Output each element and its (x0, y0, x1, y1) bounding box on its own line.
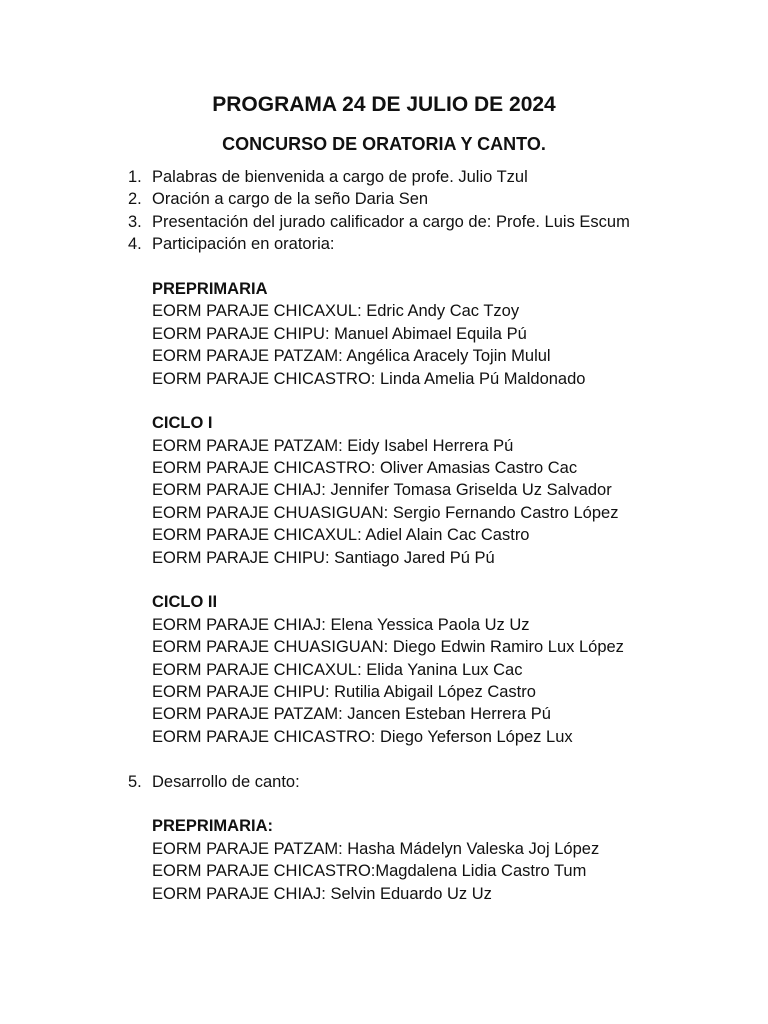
spacer (0, 748, 768, 770)
list-item (0, 166, 768, 188)
item-number: 3. (128, 212, 142, 231)
participant-entry: EORM PARAJE CHICAXUL: Elida Yanina Lux Cac (152, 660, 523, 679)
participant-entry: EORM PARAJE CHIAJ: Elena Yessica Paola Uz Uz (152, 615, 530, 634)
spacer (0, 390, 768, 412)
participant-entry: EORM PARAJE CHUASIGUAN: Sergio Fernando Castro López (152, 503, 619, 522)
item-number: 2. (128, 190, 142, 209)
participant-entry: EORM PARAJE CHICASTRO:Magdalena Lidia Castro Tum (152, 862, 587, 881)
participant-entry: EORM PARAJE PATZAM: Eidy Isabel Herrera Pú (152, 436, 514, 455)
program-list (0, 166, 768, 905)
spacer (0, 793, 768, 815)
section-heading-oratoria-ciclo-2: CICLO II (152, 593, 218, 612)
spacer (0, 256, 768, 278)
section-heading-oratoria-ciclo-1: CICLO I (152, 414, 213, 433)
item-text: Participación en oratoria: (152, 235, 335, 254)
participant-entry: EORM PARAJE CHIAJ: Selvin Eduardo Uz Uz (152, 884, 492, 903)
participant-entry: EORM PARAJE CHICAXUL: Adiel Alain Cac Castro (152, 526, 530, 545)
item-text: Palabras de bienvenida a cargo de profe. Julio Tzul (152, 168, 528, 186)
list-item (0, 188, 768, 210)
participant-entry: EORM PARAJE CHUASIGUAN: Diego Edwin Ramiro Lux López (152, 638, 624, 657)
participant-entry: EORM PARAJE PATZAM: Hasha Mádelyn Valeska Joj López (152, 839, 600, 858)
participant-entry: EORM PARAJE PATZAM: Angélica Aracely Tojin Mulul (152, 347, 551, 366)
list-item (0, 771, 768, 793)
participant-entry: EORM PARAJE CHICASTRO: Diego Yeferson López Lux (152, 727, 573, 746)
item-text: Presentación del jurado calificador a cargo de: Profe. Luis Escum (152, 212, 630, 231)
list-item (0, 211, 768, 233)
participant-entry: EORM PARAJE CHICAXUL: Edric Andy Cac Tzoy (152, 302, 520, 321)
item-text: Desarrollo de canto: (152, 772, 300, 791)
item-number: 1. (128, 168, 142, 186)
section-heading-oratoria-preprimaria: PREPRIMARIA (152, 279, 268, 298)
participant-entry: EORM PARAJE CHICASTRO: Oliver Amasias Castro Cac (152, 459, 578, 478)
spacer (0, 569, 768, 591)
participant-entry: EORM PARAJE CHIPU: Santiago Jared Pú Pú (152, 548, 495, 567)
section-heading-canto-preprimaria: PREPRIMARIA: (152, 817, 274, 836)
document-title: PROGRAMA 24 DE JULIO DE 2024 (212, 93, 556, 116)
participant-entry: EORM PARAJE CHICASTRO: Linda Amelia Pú Maldonado (152, 369, 586, 388)
participant-entry: EORM PARAJE CHIAJ: Jennifer Tomasa Griselda Uz Salvador (152, 481, 612, 500)
item-number: 5. (128, 772, 142, 791)
item-number: 4. (128, 235, 142, 254)
participant-entry: EORM PARAJE CHIPU: Rutilia Abigail López Castro (152, 682, 536, 701)
participant-entry: EORM PARAJE PATZAM: Jancen Esteban Herrera Pú (152, 705, 551, 724)
participant-entry: EORM PARAJE CHIPU: Manuel Abimael Equila Pú (152, 324, 527, 343)
list-item (0, 233, 768, 255)
item-text: Oración a cargo de la seño Daria Sen (152, 190, 429, 209)
document-subtitle: CONCURSO DE ORATORIA Y CANTO. (222, 134, 546, 154)
